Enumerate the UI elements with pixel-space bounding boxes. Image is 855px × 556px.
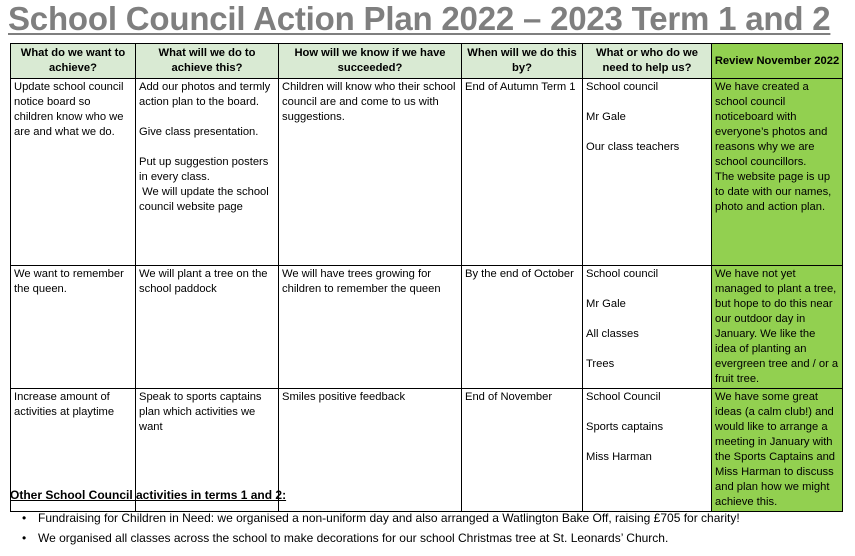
help-item: All classes bbox=[586, 328, 639, 340]
cell-achieve: Update school council notice board so children know who we are and what we do. bbox=[11, 79, 136, 266]
table-row bbox=[11, 266, 843, 389]
help-item: School council bbox=[586, 268, 659, 280]
header-review: Review November 2022 bbox=[712, 44, 843, 79]
cell-actions bbox=[136, 266, 279, 389]
cell-achieve: Increase amount of activities at playtime bbox=[11, 389, 136, 512]
cell-success: We will have trees growing for children to remember the queen bbox=[279, 266, 462, 389]
action-item: Put up suggestion posters in every class. bbox=[139, 156, 269, 183]
cell-review bbox=[712, 79, 843, 266]
bullet-icon: • bbox=[22, 531, 27, 545]
help-item: Miss Harman bbox=[586, 451, 652, 463]
cell-help bbox=[583, 79, 712, 266]
cell-when: By the end of October bbox=[462, 266, 583, 389]
cell-help bbox=[583, 266, 712, 389]
help-item: Our class teachers bbox=[586, 141, 680, 153]
review-text: The website page is up to date with our names, photo and action plan. bbox=[715, 171, 832, 213]
header-when: When will we do this by? bbox=[462, 44, 583, 79]
action-item: Speak to sports captains plan which activities we want bbox=[139, 391, 262, 433]
list-item: • Fundraising for Children in Need: we organised a non-uniform day and also arranged a Watlington Bake Off, raising £705 for charity! bbox=[22, 508, 847, 528]
other-activities-heading: Other School Council activities in terms 1 and 2: bbox=[10, 488, 287, 502]
list-item: • We organised all classes across the school to make decorations for our school Christmas tree at St. Leonards’ Church. bbox=[22, 528, 847, 548]
cell-achieve: We want to remember the queen. bbox=[11, 266, 136, 389]
cell-success: Smiles positive feedback bbox=[279, 389, 462, 512]
cell-review bbox=[712, 266, 843, 389]
cell-review bbox=[712, 389, 843, 512]
header-help: What or who do we need to help us? bbox=[583, 44, 712, 79]
table-row bbox=[11, 79, 843, 266]
review-text: We have created a school council noticeboard with everyone’s photos and reasons why we are school councillors. bbox=[715, 81, 828, 168]
help-item: Mr Gale bbox=[586, 111, 626, 123]
help-item: Sports captains bbox=[586, 421, 664, 433]
bullet-icon: • bbox=[22, 511, 27, 525]
review-text: We have some great ideas (a calm club!) and would like to arrange a meeting in January with the Sports Captains and Miss Harman to discuss and plan how we might achieve this. bbox=[715, 391, 836, 508]
table-header-row bbox=[11, 44, 843, 79]
action-plan-table bbox=[10, 43, 843, 512]
cell-help bbox=[583, 389, 712, 512]
header-achieve: What do we want to achieve? bbox=[11, 44, 136, 79]
action-item: We will update the school council website page bbox=[139, 186, 272, 213]
header-actions: What will we do to achieve this? bbox=[136, 44, 279, 79]
action-item: We will plant a tree on the school paddock bbox=[139, 268, 268, 295]
help-item: Mr Gale bbox=[586, 298, 626, 310]
cell-actions bbox=[136, 79, 279, 266]
help-item: Trees bbox=[586, 358, 615, 370]
action-item: Add our photos and termly action plan to the board. bbox=[139, 81, 271, 108]
action-item: Give class presentation. bbox=[139, 126, 259, 138]
cell-when: End of November bbox=[462, 389, 583, 512]
header-success: How will we know if we have succeeded? bbox=[279, 44, 462, 79]
help-item: School Council bbox=[586, 391, 661, 403]
page-title: School Council Action Plan 2022 – 2023 Term 1 and 2 bbox=[8, 0, 831, 37]
review-text: We have not yet managed to plant a tree, but hope to do this near our outdoor day in January. We like the idea of planting an evergreen tree and / or a fruit tree. bbox=[715, 268, 839, 385]
cell-when: End of Autumn Term 1 bbox=[462, 79, 583, 266]
cell-success: Children will know who their school council are and come to us with suggestions. bbox=[279, 79, 462, 266]
help-item: School council bbox=[586, 81, 659, 93]
other-activities-list bbox=[22, 508, 847, 548]
